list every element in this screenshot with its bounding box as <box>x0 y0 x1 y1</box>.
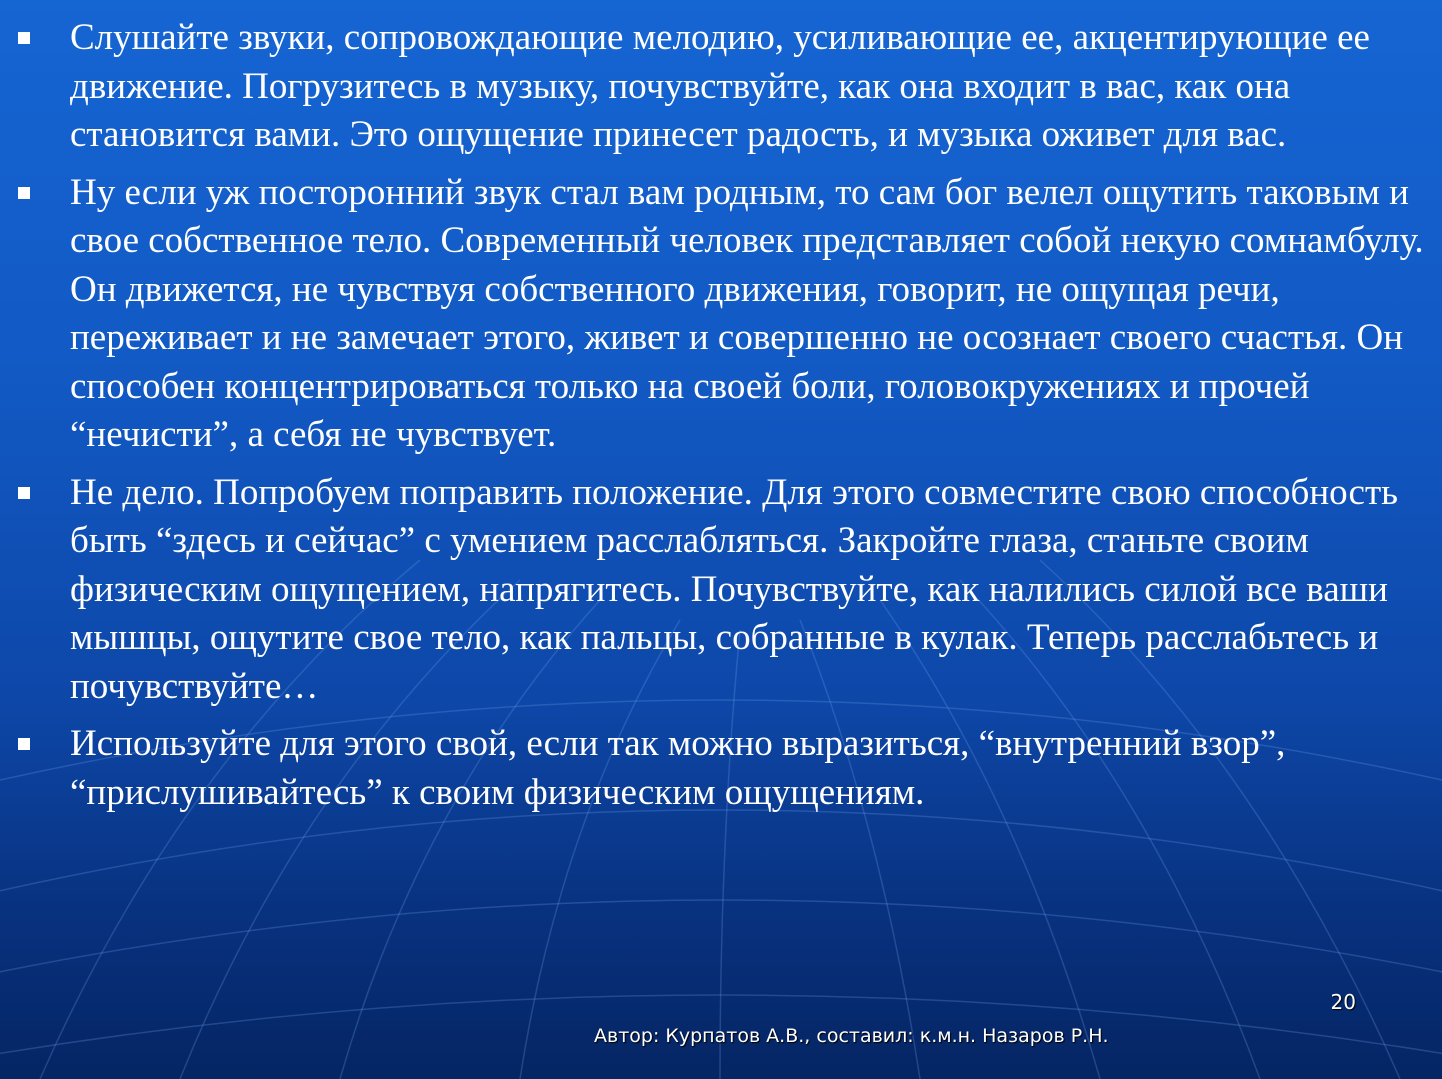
bullet-text: Слушайте звуки, сопровождающие мелодию, усиливающие ее, акцентирующие ее движение. Погрузитесь в музыку, почувствуйте, как она входит в вас, как она становится вами. Это ощущение принесет радость, и музыка оживет для вас. <box>70 17 1370 155</box>
bullet-text: Не дело. Попробуем поправить положение. Для этого совместите свою способность быть “здесь и сейчас” с умением расслабляться. Закройте глаза, станьте своим физическим ощущением, напрягитесь. Почувствуйте, как налились силой все ваши мышцы, ощутите свое тело, как пальцы, собранные в кулак. Теперь расслабьтесь и почувствуйте… <box>70 471 1399 707</box>
square-bullet-icon <box>18 32 30 44</box>
square-bullet-icon <box>18 487 30 499</box>
bullet-item <box>0 469 1442 712</box>
page-number: 20 <box>1330 990 1356 1014</box>
square-bullet-icon <box>18 738 30 750</box>
bullet-text: Ну если уж посторонний звук стал вам родным, то сам бог велел ощутить таковым и свое собственное тело. Современный человек представляет собой некую сомнамбулу. Он движется, не чувствуя собственного движения, говорит, не ощущая речи, переживает и не замечает этого, живет и совершенно не осознает своего счастья. Он способен концентрироваться только на своей боли, головокружениях и прочей “нечисти”, а себя не чувствует. <box>70 171 1424 455</box>
square-bullet-icon <box>18 187 30 199</box>
bullet-text: Используйте для этого свой, если так можно выразиться, “внутренний взор”, “прислушивайтесь” к своим физическим ощущениям. <box>70 723 1286 813</box>
footer-author: Автор: Курпатов А.В., составил: к.м.н. Назаров Р.Н. <box>594 1025 1109 1047</box>
bullet-list <box>0 14 1442 826</box>
bullet-item <box>0 169 1442 460</box>
bullet-item <box>0 14 1442 160</box>
bullet-item <box>0 720 1442 817</box>
